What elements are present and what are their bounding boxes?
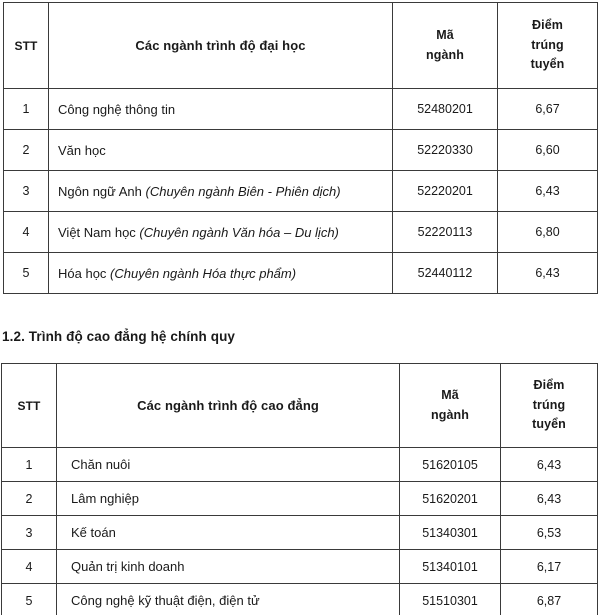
table-row: [2, 584, 598, 615]
cell-major-name: [57, 482, 400, 516]
cell-stt: 2: [4, 130, 49, 171]
cell-major-name: [49, 253, 393, 294]
major-name-text: Lâm nghiệp: [71, 491, 139, 506]
cell-major-code: 52220201: [393, 171, 498, 212]
major-name-text: Việt Nam học: [58, 224, 140, 240]
column-header-major-code: [400, 364, 501, 448]
column-header-benchmark-score-line2: trúng: [531, 37, 564, 52]
table-row: [2, 482, 598, 516]
major-name-text: Hóa học: [58, 265, 111, 281]
table-row: [4, 253, 598, 294]
cell-major-code: 51620105: [400, 448, 501, 482]
column-header-major: Các ngành trình độ đại học: [49, 3, 393, 89]
table-header: [2, 364, 598, 448]
table-row: [4, 130, 598, 171]
major-name-text: Ngôn ngữ Anh: [58, 183, 146, 199]
cell-stt: 5: [2, 584, 57, 615]
cell-benchmark-score: 6,67: [498, 89, 598, 130]
column-header-benchmark-score-line2: trúng: [532, 397, 566, 412]
table-row: [4, 212, 598, 253]
cell-stt: 5: [4, 253, 49, 294]
cell-major-code: 51340301: [400, 516, 501, 550]
major-name-text: Quản trị kinh doanh: [71, 559, 185, 574]
column-header-benchmark-score-line1: Điểm: [533, 378, 565, 393]
cell-major-name: [57, 516, 400, 550]
table-header-row: [2, 364, 598, 448]
cell-major-name: [57, 448, 400, 482]
cell-benchmark-score: 6,60: [498, 130, 598, 171]
column-header-benchmark-score-line3: tuyển: [530, 57, 565, 72]
cell-major-code: 51620201: [400, 482, 501, 516]
college-admission-table: [1, 363, 598, 615]
column-header-major-code-line1: Mã: [441, 388, 459, 403]
cell-benchmark-score: 6,43: [498, 171, 598, 212]
cell-benchmark-score: 6,87: [501, 584, 598, 615]
major-specialization-text: (Chuyên ngành Hóa thực phẩm): [110, 265, 297, 281]
cell-major-code: 52440112: [393, 253, 498, 294]
cell-major-code: 52480201: [393, 89, 498, 130]
table-row: [2, 550, 598, 584]
column-header-major-code-line2: ngành: [426, 47, 464, 62]
section-heading: 1.2. Trình độ cao đẳng hệ chính quy: [2, 329, 236, 344]
cell-benchmark-score: 6,43: [498, 253, 598, 294]
cell-major-name: [49, 89, 393, 130]
major-name-text: Chăn nuôi: [71, 457, 131, 472]
cell-major-code: 52220330: [393, 130, 498, 171]
column-header-major: Các ngành trình độ cao đẳng: [57, 364, 400, 448]
table-row: [2, 448, 598, 482]
cell-major-name: [57, 550, 400, 584]
cell-major-code: 51340101: [400, 550, 501, 584]
major-name-text: Văn học: [58, 142, 106, 158]
cell-stt: 1: [2, 448, 57, 482]
cell-major-name: [49, 171, 393, 212]
column-header-major-code-line1: Mã: [436, 28, 454, 43]
cell-benchmark-score: 6,17: [501, 550, 598, 584]
column-header-benchmark-score: [501, 364, 598, 448]
column-header-benchmark-score-line1: Điểm: [532, 18, 563, 33]
cell-major-name: [49, 130, 393, 171]
cell-stt: 3: [4, 171, 49, 212]
cell-major-code: 51510301: [400, 584, 501, 615]
cell-major-code: 52220113: [393, 212, 498, 253]
table-row: [4, 89, 598, 130]
major-name-text: Công nghệ thông tin: [58, 101, 176, 117]
table-row: [4, 171, 598, 212]
column-header-benchmark-score-line3: tuyển: [532, 417, 566, 432]
cell-stt: 2: [2, 482, 57, 516]
cell-stt: 4: [2, 550, 57, 584]
column-header-major-code-line2: ngành: [431, 407, 469, 422]
column-header-stt: STT: [4, 3, 49, 89]
cell-major-name: [57, 584, 400, 615]
major-name-text: Kế toán: [71, 525, 116, 540]
column-header-benchmark-score: [498, 3, 598, 89]
undergraduate-admission-table: [3, 2, 598, 294]
table-header-row: [4, 3, 598, 89]
cell-benchmark-score: 6,80: [498, 212, 598, 253]
cell-stt: 3: [2, 516, 57, 550]
cell-benchmark-score: 6,53: [501, 516, 598, 550]
table-row: [2, 516, 598, 550]
major-specialization-text: (Chuyên ngành Biên - Phiên dịch): [145, 183, 341, 199]
cell-benchmark-score: 6,43: [501, 482, 598, 516]
cell-major-name: [49, 212, 393, 253]
table-body: [4, 89, 598, 294]
major-name-text: Công nghệ kỹ thuật điện, điện tử: [71, 593, 260, 608]
cell-stt: 4: [4, 212, 49, 253]
cell-benchmark-score: 6,43: [501, 448, 598, 482]
major-specialization-text: (Chuyên ngành Văn hóa – Du lịch): [139, 224, 339, 240]
column-header-stt: STT: [2, 364, 57, 448]
cell-stt: 1: [4, 89, 49, 130]
column-header-major-code: [393, 3, 498, 89]
table-body: [2, 448, 598, 615]
table-header: [4, 3, 598, 89]
